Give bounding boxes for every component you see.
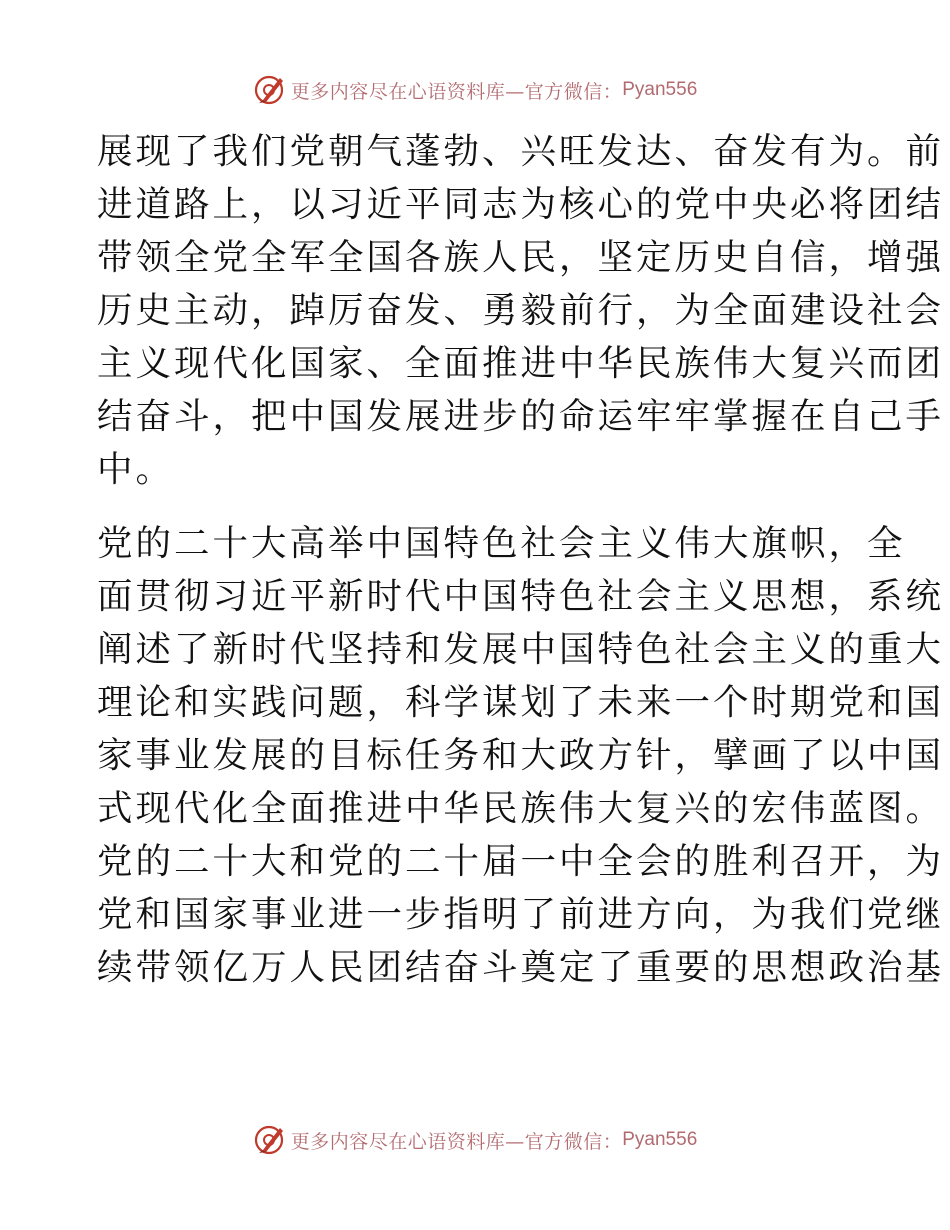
pen-logo-icon <box>253 1123 287 1157</box>
footer-banner-wechat-id: Pyan556 <box>622 1129 698 1150</box>
text-line: 党的二十大和党的二十届一中全会的胜利召开，为 <box>97 841 945 882</box>
text-line: 理论和实践问题，科学谋划了未来一个时期党和国 <box>97 682 945 723</box>
text-line: 进道路上，以习近平同志为核心的党中央必将团结 <box>97 184 945 225</box>
pen-logo-icon <box>253 73 287 107</box>
text-line: 中。 <box>97 449 175 490</box>
paragraph-1 <box>97 125 945 496</box>
text-line: 式现代化全面推进中华民族伟大复兴的宏伟蓝图。 <box>97 788 945 829</box>
header-banner-text: 更多内容尽在心语资料库—官方微信： <box>290 80 623 103</box>
text-line: 主义现代化国家、全面推进中华民族伟大复兴而团 <box>97 343 945 384</box>
text-line: 党和国家事业进一步指明了前进方向，为我们党继 <box>97 894 945 935</box>
footer-watermark-banner <box>0 1120 950 1160</box>
text-line: 面贯彻习近平新时代中国特色社会主义思想，系统 <box>97 576 945 617</box>
text-line: 带领全党全军全国各族人民，坚定历史自信，增强 <box>97 237 945 278</box>
header-watermark-banner <box>0 70 950 110</box>
text-line: 阐述了新时代坚持和发展中国特色社会主义的重大 <box>97 629 945 670</box>
text-line: 家事业发展的目标任务和大政方针，擘画了以中国 <box>97 735 945 776</box>
text-line: 展现了我们党朝气蓬勃、兴旺发达、奋发有为。前 <box>97 131 945 172</box>
text-line: 历史主动，踔厉奋发、勇毅前行，为全面建设社会 <box>97 290 945 331</box>
header-banner-wechat-id: Pyan556 <box>622 79 698 100</box>
paragraph-spacer <box>97 496 857 517</box>
footer-banner-text: 更多内容尽在心语资料库—官方微信： <box>290 1130 623 1153</box>
text-line: 党的二十大高举中国特色社会主义伟大旗帜，全 <box>97 523 906 564</box>
text-line: 结奋斗，把中国发展进步的命运牢牢掌握在自己手 <box>97 396 945 437</box>
document-body <box>97 125 945 994</box>
paragraph-2 <box>97 517 945 994</box>
text-line: 续带领亿万人民团结奋斗奠定了重要的思想政治基 <box>97 947 945 988</box>
